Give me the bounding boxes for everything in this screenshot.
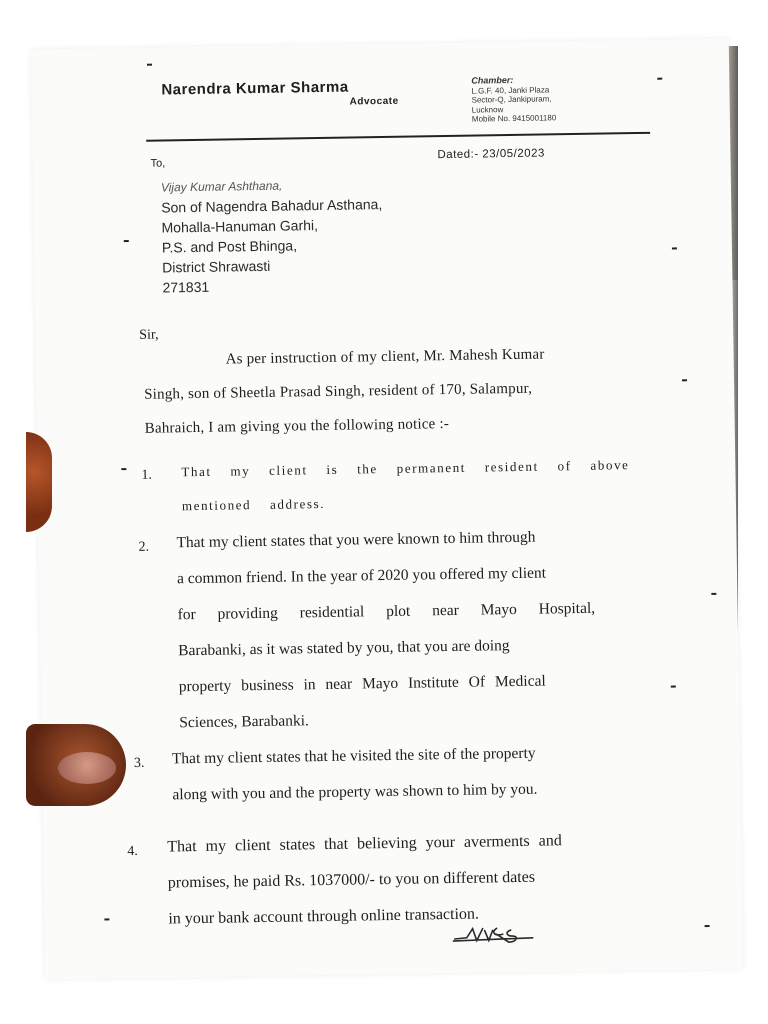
item-line: along with you and the property was shown to him by you.: [172, 780, 538, 804]
intro-line: As per instruction of my client, Mr. Mahesh Kumar: [225, 346, 545, 368]
chamber-line: Sector-Q, Jankipuram,: [471, 94, 552, 105]
item-number: 4.: [127, 843, 138, 860]
intro-line: Bahraich, I am giving you the following notice :-: [144, 416, 450, 437]
scan-speck: [711, 593, 716, 595]
salutation: Sir,: [139, 327, 159, 343]
scan-speck: [104, 918, 109, 920]
notice-item-4: [167, 823, 563, 937]
intro-line: Singh, son of Sheetla Prasad Singh, resident of 170, Salampur,: [144, 380, 533, 403]
item-line: for providing residential plot near Mayo Hospital,: [177, 599, 596, 624]
item-line: Sciences, Barabanki.: [179, 712, 310, 732]
item-line: mentioned address.: [181, 495, 326, 514]
recipient-address: [161, 174, 384, 297]
to-label: To,: [150, 157, 166, 170]
item-line: promises, he paid Rs. 1037000/- to you on different dates: [167, 868, 536, 892]
recipient-line: Son of Nagendra Bahadur Asthana,: [161, 196, 383, 216]
scan-speck: [657, 78, 662, 80]
notice-item-3: [172, 736, 538, 814]
item-number: 3.: [133, 755, 145, 772]
intro-paragraph: [143, 336, 657, 446]
recipient-line: District Shrawasti: [162, 257, 271, 276]
advocate-name: Narendra Kumar Sharma: [161, 78, 349, 99]
item-line: a common friend. In the year of 2020 you offered my client: [176, 564, 547, 588]
item-number: 2.: [138, 539, 150, 555]
scan-speck: [705, 925, 710, 927]
item-line: in your bank account through online transaction.: [168, 905, 480, 928]
scan-speck: [671, 685, 676, 687]
recipient-line: P.S. and Post Bhinga,: [161, 237, 298, 256]
notice-date: Dated:- 23/05/2023: [437, 147, 545, 162]
thumbnail: [58, 752, 116, 784]
chamber-line: Mobile No. 9415001180: [471, 113, 557, 124]
legal-notice-page: [31, 39, 744, 980]
scan-speck: [121, 468, 126, 470]
chamber-line: Lucknow: [471, 104, 504, 115]
item-line: Barabanki, as it was stated by you, that you are doing: [178, 637, 510, 660]
scan-speck: [682, 379, 687, 381]
notice-item-1: [181, 448, 630, 523]
chamber-title: Chamber: [471, 75, 511, 86]
item-line: That my client is the permanent resident of above: [181, 457, 630, 480]
signature-initials: [453, 922, 537, 952]
scan-speck: [147, 64, 152, 66]
item-number: 1.: [141, 467, 153, 483]
advocate-title: Advocate: [349, 95, 399, 108]
item-line: That my client states that he visited the site of the property: [171, 744, 536, 768]
recipient-name: Vijay Kumar Ashthana,: [160, 178, 283, 195]
signature-scribble: [453, 922, 537, 947]
recipient-line: 271831: [162, 278, 210, 296]
finger-holding-page: [26, 432, 52, 532]
item-line: property business in near Mayo Institute Of Medical: [178, 672, 546, 696]
scan-speck: [124, 240, 129, 242]
chamber-address: Chamber: L.G.F. 40, Janki Plaza Sector-Q, Jankipuram, Lucknow Mobile No. 9415001180: [471, 74, 557, 124]
item-line: That my client states that you were known to him through: [176, 528, 536, 552]
chamber-line: L.G.F. 40, Janki Plaza: [471, 84, 550, 96]
letterhead-divider: [146, 132, 650, 142]
item-line: That my client states that believing your averments and: [167, 832, 562, 856]
recipient-line: Mohalla-Hanuman Garhi,: [161, 217, 319, 236]
scan-speck: [672, 247, 677, 249]
notice-item-2: [176, 519, 597, 742]
